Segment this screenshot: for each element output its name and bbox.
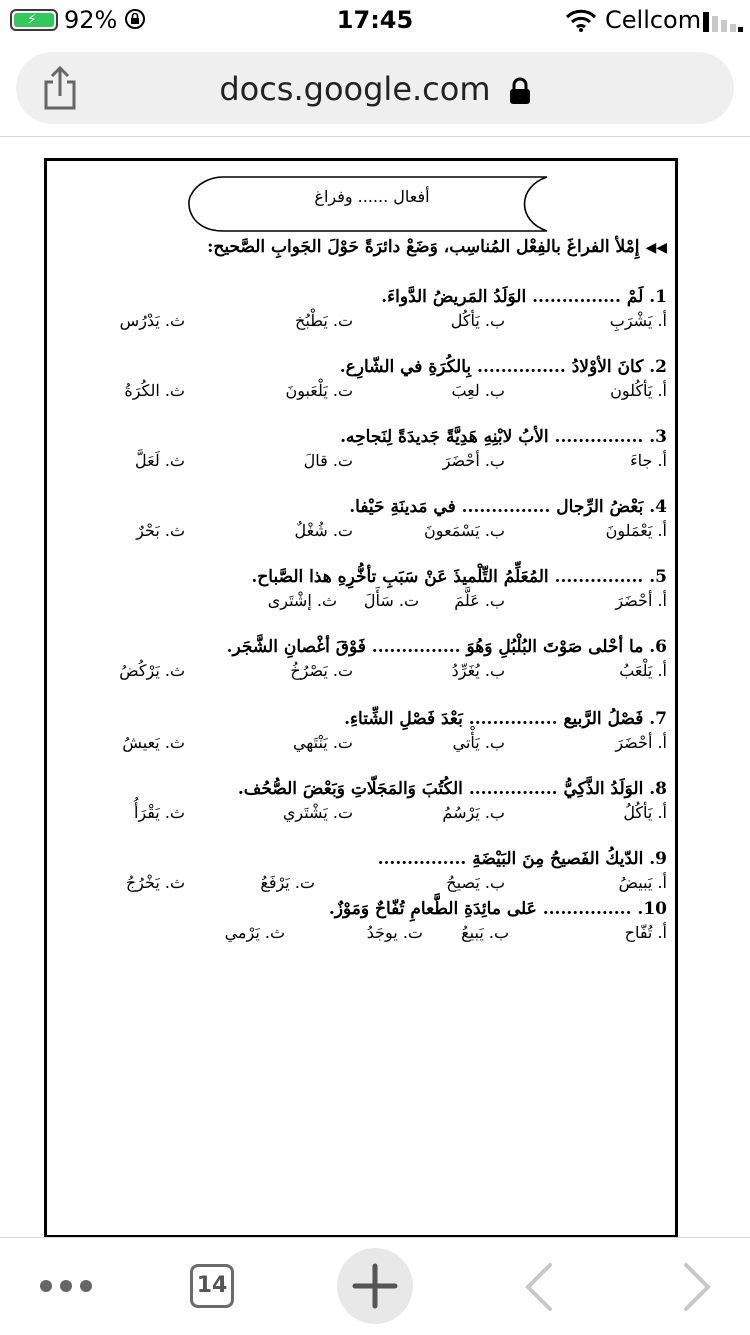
question-text: 6. ما أحْلى صَوْتَ البُلْبُلِ وَهُوَ ............... فَوْقَ أغْصانِ الشَّجَر. [226, 637, 667, 657]
carrier-name: Cellcom [605, 6, 702, 34]
answer-option: ت. يوجَدُ [366, 923, 423, 942]
question-text: 5. ............... المُعَلِّمُ التِّلْميذَ عَنْ سَبَبِ تأخُّرِهِ هذا الصَّباح. [251, 567, 667, 587]
question-text: 4. بَعْضُ الرِّجال ............... في مَدينَةِ حَيْفا. [349, 497, 667, 517]
back-arrow-icon[interactable] [522, 1262, 554, 1312]
answer-option: ت. يَنْتَهي [292, 733, 353, 752]
question-text: 7. فَصْلُ الرَّبيع ............... بَعْدَ فَصْلِ الشِّتاءِ. [344, 709, 667, 729]
answer-option: أ. يَبيضُ [618, 873, 667, 892]
answer-option: ب. يَأكُل [450, 311, 505, 330]
question-text: 2. كانَ الأوْلادُ ............... بِالكُرَةِ في الشّارِع. [339, 357, 667, 377]
battery-icon: ⚡ [10, 9, 58, 31]
worksheet-page[interactable] [44, 158, 678, 1238]
battery-percentage: 92% [64, 6, 118, 34]
status-bar [0, 0, 750, 44]
answer-option: ث. يَقْرَأُ [133, 803, 185, 822]
address-bar[interactable] [16, 52, 734, 124]
answer-option: ث. يَعيشُ [122, 733, 185, 752]
divider [0, 136, 750, 137]
double-arrow-icon: ◀◀ [645, 240, 667, 256]
url-domain: docs.google.com [219, 70, 491, 108]
more-icon[interactable] [38, 1276, 94, 1296]
answer-option: أ. جاءَ [630, 451, 667, 470]
answer-option: ث. يَخْرُجُ [125, 873, 185, 892]
answer-option: أ. يَلْعَبُ [619, 661, 667, 680]
answer-option: ث. لَعَلَّ [135, 451, 185, 470]
answer-option: ب. يُغَرِّدُ [451, 661, 505, 680]
answer-option: ث. بَحْرٌ [136, 521, 185, 540]
answer-option: ب. يَصيحُ [446, 873, 505, 892]
answer-option: أ. يَشْرَبِ [609, 311, 667, 330]
lock-icon [509, 77, 531, 105]
answer-option: ب. يَبيعُ [461, 923, 509, 942]
signal-strength-icon [703, 10, 743, 32]
answer-option: أ. يَعْمَلونَ [605, 521, 667, 540]
plus-icon [337, 1248, 413, 1324]
answer-option: أ. أحْضَرَ [615, 591, 667, 610]
answer-option: ث. الكُرَةُ [124, 381, 185, 400]
question-text: 3. ............... الأبُ لابْنِهِ هَدِيَّةً جَديدَةً لِنَجاحِه. [340, 427, 667, 447]
worksheet-title: أفعال ...... وفراغ [314, 187, 430, 206]
question-text: 9. الدّيكُ الفَصيحُ مِنَ البَيْضَةِ ............... [377, 849, 667, 869]
answer-option: ت. شُغْلٌ [294, 521, 353, 540]
answer-option: أ. أحْضَرَ [615, 733, 667, 752]
answer-option: ث. إشْتَرى [267, 591, 337, 610]
answer-option: ب. عَلَّمَ [454, 591, 505, 610]
browser-toolbar [0, 1237, 750, 1335]
answer-option: أ. يَأكُلُ [623, 803, 667, 822]
answer-option: ب. أحْضَرَ [442, 451, 505, 470]
answer-option: ب. يَرْسُمُ [442, 803, 505, 822]
instruction: ◀◀إِمْلأ الفراغَ بالفِعْل المُناسِب، وَضَعْ دائرَةً حَوْلَ الجَوابِ الصَّحيح: [207, 237, 667, 257]
answer-option: ت. يَشْتَري [282, 803, 353, 822]
answer-option: ب. يَأْتي [452, 733, 505, 752]
wifi-icon [565, 8, 597, 32]
answer-option: ت. يَصْرُخُ [290, 661, 353, 680]
answer-option: أ. تُفّاح [624, 923, 667, 942]
new-tab-button[interactable] [337, 1248, 413, 1324]
answer-option: ت. يَطْبُخ [295, 311, 353, 330]
answer-option: ت. يَلْعَبونَ [285, 381, 353, 400]
answer-option: ب. يَسْمَعونَ [424, 521, 505, 540]
forward-arrow-icon[interactable] [682, 1262, 714, 1312]
question-text: 8. الوَلَدُ الذَّكِيُّ ............... الكُتُبَ وَالمَجَلّاتِ وَبَعْضَ الصُّحُف. [237, 779, 667, 799]
answer-option: ت. يَرْفَعُ [260, 873, 315, 892]
answer-option: ث. يَدْرُس [119, 311, 185, 330]
answer-option: ث. يَرْكُضُ [119, 661, 185, 680]
question-text: 1. لَمْ ............... الوَلَدُ المَريضُ الدَّواءَ. [381, 287, 667, 307]
answer-option: أ. يَأكُلون [610, 381, 667, 400]
url-text[interactable] [16, 70, 734, 108]
tabs-button[interactable]: 14 [190, 1264, 234, 1308]
question-text: 10. ............... عَلى مائِدَةِ الطَّعامِ تُفّاحٌ وَمَوْزٌ. [328, 899, 667, 919]
answer-option: ب. لعِبَ [451, 381, 505, 400]
answer-option: ت. سَأَلَ [363, 591, 419, 610]
answer-option: ث. يَرْمي [224, 923, 285, 942]
answer-option: ت. قالَ [303, 451, 353, 470]
clock: 17:45 [336, 6, 414, 34]
